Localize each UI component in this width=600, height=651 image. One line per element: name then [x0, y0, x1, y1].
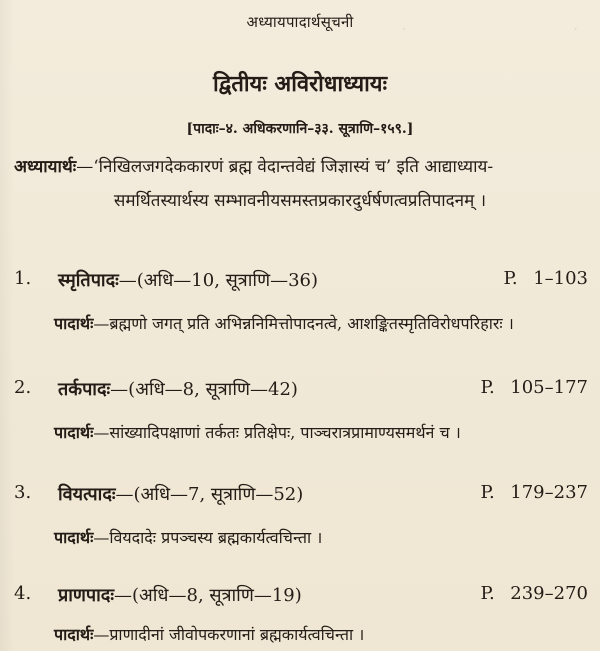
section-number: 1. [14, 268, 32, 289]
section-title [58, 268, 318, 292]
page-numbers: 239–270 [510, 583, 588, 604]
section-counts: —(अधि—10, सूत्राणि—36) [118, 270, 319, 291]
section-heading [14, 482, 588, 512]
section-summary-text: —सांख्यादिपक्षाणां तर्कतः प्रतिक्षेपः, पाञ्चरात्रप्रामाण्यसमर्थनं च । [93, 423, 461, 442]
section-number: 2. [14, 377, 32, 398]
section-page-range [481, 377, 588, 398]
section-viyat-pada [14, 482, 588, 548]
bleed-through-decoration: · · [401, 20, 578, 38]
section-name: वियत्पादः [58, 484, 116, 505]
section-summary [54, 312, 588, 334]
section-name: स्मृतिपादः [58, 270, 119, 291]
section-name: प्राणपादः [58, 585, 114, 606]
chapter-title: द्वितीयः अविरोधाध्यायः [212, 71, 388, 97]
section-page-range [481, 482, 588, 503]
section-summary-label: पादार्थः [54, 625, 94, 644]
section-name: तर्कपादः [58, 379, 111, 400]
page-prefix: P. [480, 377, 495, 398]
section-summary [54, 421, 588, 443]
section-summary-text: —प्राणादीनां जीवोपकरणानां ब्रह्मकार्यत्वचिन्ता । [93, 625, 365, 644]
section-summary-label: पादार्थः [54, 528, 94, 547]
page-prefix: P. [480, 583, 495, 604]
section-number: 4. [14, 583, 32, 604]
section-smriti-pada [14, 268, 588, 334]
section-counts: —(अधि—8, सूत्राणि—19) [114, 585, 302, 606]
section-tarka-pada [14, 377, 588, 443]
page-numbers: 179–237 [510, 482, 588, 503]
page-prefix: P. [480, 482, 495, 503]
chapter-purpose-line2: समर्थितस्यार्थस्य सम्भावनीयसमस्तप्रकारदुर्धर्षणत्वप्रतिपादनम् । [113, 191, 487, 211]
section-page-range [481, 583, 588, 604]
section-title [58, 377, 298, 401]
section-counts: —(अधि—8, सूत्राणि—42) [110, 379, 298, 400]
section-prana-pada [14, 583, 588, 645]
section-heading [14, 583, 588, 613]
page-numbers: 1–103 [533, 268, 588, 289]
section-summary-text: —वियदादेः प्रपञ्चस्य ब्रह्मकार्यत्वचिन्ता । [93, 528, 323, 547]
section-summary-label: पादार्थः [54, 314, 94, 333]
chapter-purpose [14, 150, 586, 218]
section-number: 3. [14, 482, 32, 503]
section-page-range [503, 268, 588, 289]
section-title [58, 583, 302, 607]
section-counts: —(अधि—7, सूत्राणि—52) [115, 484, 304, 505]
section-summary [54, 526, 588, 548]
section-summary [54, 623, 588, 645]
chapter-purpose-line1: —‘निखिलजगदेककारणं ब्रह्म वेदान्तवेद्यं जिज्ञास्यं च’ इति आद्याध्याय- [76, 157, 494, 177]
section-summary-label: पादार्थः [54, 423, 94, 442]
running-header: अध्यायपादार्थसूचनी [246, 13, 354, 31]
section-summary-text: —ब्रह्मणो जगत् प्रति अभिन्ननिमित्तोपादनत्वे, आशङ्कितस्मृतिविरोधपरिहारः । [93, 314, 514, 333]
section-heading [14, 268, 588, 298]
section-title [58, 482, 303, 506]
section-heading [14, 377, 588, 407]
page-numbers: 105–177 [510, 377, 588, 398]
page-prefix: P. [503, 268, 518, 289]
chapter-meta: [पादाः–४. अधिकरणानि–३३. सूत्राणि–१५९.] [186, 121, 414, 137]
chapter-purpose-label: अध्यायार्थः [14, 157, 77, 177]
